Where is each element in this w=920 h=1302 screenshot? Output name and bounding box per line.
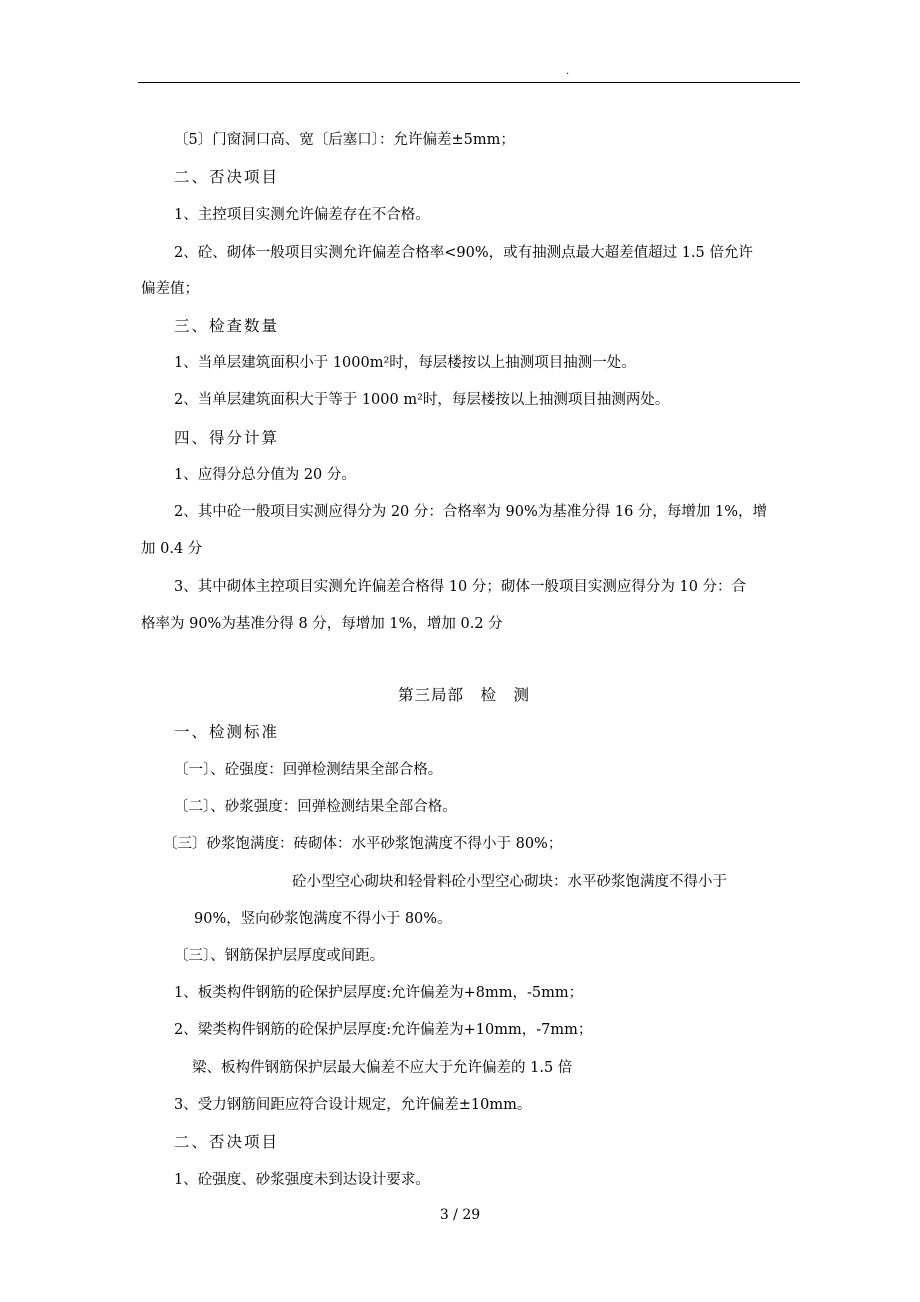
standard-3-mortar-fullness: 〔三〕砂浆饱满度：砖砌体：水平砂浆饱满度不得小于 80%；: [163, 836, 563, 852]
standard-4-rebar-cover: 〔三〕、钢筋保护层厚度或间距。: [174, 948, 385, 964]
score-item-1: 1、应得分总分值为 20 分。: [174, 467, 356, 483]
heading-inspection-quantity: 三、检查数量: [174, 317, 280, 335]
part-3-title: 第三局部 检 测: [398, 686, 531, 704]
cover-item-2-beam: 2、梁类构件钢筋的砼保护层厚度:允许偏差为+10mm，-7mm；: [174, 1022, 593, 1038]
standard-2-mortar-strength: 〔二〕、砂浆强度：回弹检测结果全部合格。: [174, 799, 457, 815]
veto-item-2-line1: 2、砼、砌体一般项目实测允许偏差合格率<90%，或有抽测点最大超差值超过 1.5 倍允许: [174, 245, 753, 261]
standard-3-block-line2: 90%，竖向砂浆饱满度不得小于 80%。: [194, 911, 452, 927]
score-item-2-line2: 加 0.4 分: [141, 541, 203, 557]
quantity-item-2: 2、当单层建筑面积大于等于 1000 m²时，每层楼按以上抽测项目抽测两处。: [174, 392, 670, 408]
heading-veto-items: 二、否决项目: [174, 168, 280, 186]
item-5-door-window: 〔5〕门窗洞口高、宽〔后塞口〕：允许偏差±5mm；: [174, 132, 515, 148]
cover-note-max-deviation: 梁、板构件钢筋保护层最大偏差不应大于允许偏差的 1.5 倍: [192, 1060, 573, 1076]
score-item-2-line1: 2、其中砼一般项目实测应得分为 20 分：合格率为 90%为基准分得 16 分，每增加 1%，增: [174, 504, 768, 520]
heading-part3-veto: 二、否决项目: [174, 1133, 280, 1151]
header-mark: .: [566, 66, 570, 77]
standard-1-concrete-strength: 〔一〕、砼强度：回弹检测结果全部合格。: [174, 762, 443, 778]
veto-item-2-line2: 偏差值；: [141, 281, 199, 297]
part3-veto-item-1: 1、砼强度、砂浆强度未到达设计要求。: [174, 1172, 430, 1188]
quantity-item-1: 1、当单层建筑面积小于 1000m²时，每层楼按以上抽测项目抽测一处。: [174, 355, 636, 371]
veto-item-1: 1、主控项目实测允许偏差存在不合格。: [174, 207, 430, 223]
heading-score-calculation: 四、得分计算: [174, 429, 280, 447]
page-number: 3 / 29: [439, 1207, 481, 1223]
heading-test-standard: 一、检测标准: [174, 723, 280, 741]
header-rule: [138, 82, 800, 83]
score-item-3-line2: 格率为 90%为基准分得 8 分，每增加 1%，增加 0.2 分: [141, 616, 503, 632]
cover-item-3-spacing: 3、受力钢筋间距应符合设计规定，允许偏差±10mm。: [174, 1097, 532, 1113]
cover-item-1-slab: 1、板类构件钢筋的砼保护层厚度:允许偏差为+8mm，-5mm；: [174, 985, 584, 1001]
standard-3-block-line1: 砼小型空心砌块和轻骨料砼小型空心砌块：水平砂浆饱满度不得小于: [292, 874, 727, 890]
score-item-3-line1: 3、其中砌体主控项目实测允许偏差合格得 10 分；砌体一般项目实测应得分为 10 分：合: [174, 579, 747, 595]
